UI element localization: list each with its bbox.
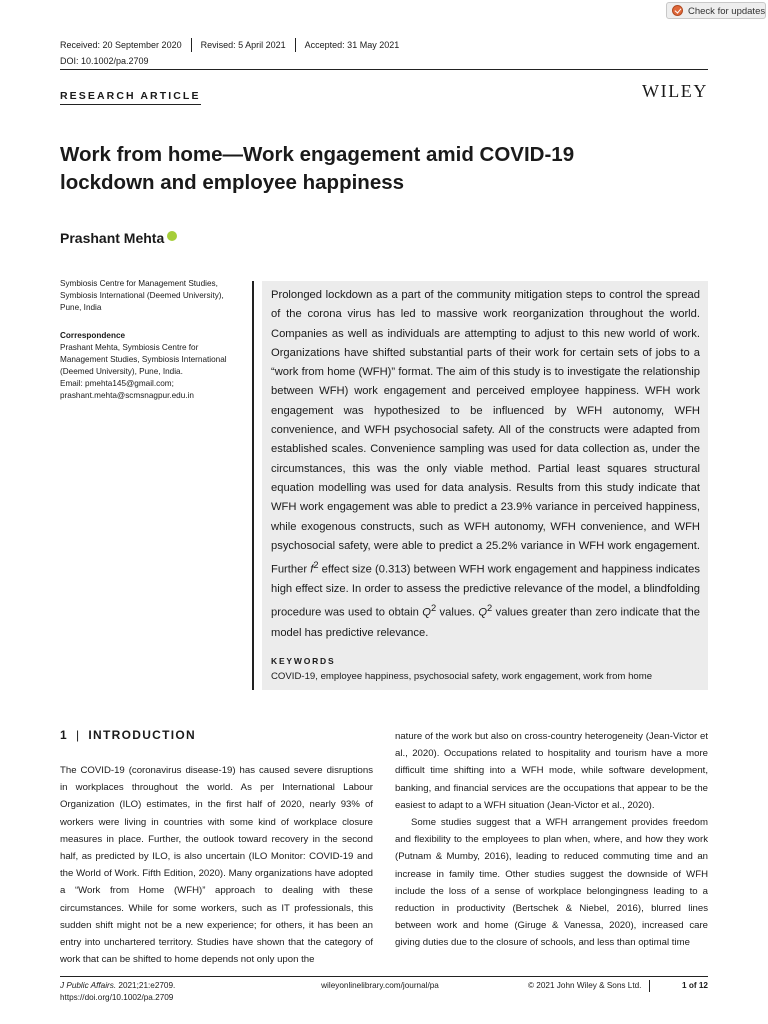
footer-rule [60,976,708,977]
abstract-part-4: values greater than zero indicate that the model has predictive relevance. [271,607,700,639]
section-title: INTRODUCTION [88,728,196,742]
q-symbol: Q [422,607,431,620]
q-exponent-2: 2 [487,603,493,614]
section-number: 1 [60,728,68,742]
received-date: Received: 20 September 2020 [60,40,182,50]
journal-name: J Public Affairs. [60,981,117,990]
affiliation: Symbiosis Centre for Management Studies, Symbiosis International (Deemed University), Pune, India [60,279,224,312]
abstract-divider [252,281,254,690]
correspondence-email: Email: pmehta145@gmail.com; prashant.mehta@scmsnagpur.edu.in [60,379,194,400]
correspondence-address: Prashant Mehta, Symbiosis Centre for Management Studies, Symbiosis International (Deemed University), Pune, India. [60,343,227,376]
orcid-icon[interactable] [167,231,177,241]
publisher-logo: WILEY [642,81,708,101]
f-exponent: 2 [313,560,319,571]
abstract-text [271,286,700,643]
f-symbol: f [310,563,314,576]
article-dates [60,38,408,52]
check-for-updates-label: Check for updates [688,6,766,17]
check-for-updates-button[interactable] [666,2,766,19]
journal-citation: 2021;21:e2709. [116,981,176,990]
article-type-label: RESEARCH ARTICLE [60,89,201,105]
revised-date: Revised: 5 April 2021 [191,38,295,52]
abstract-part-1: Prolonged lockdown as a part of the community mitigation steps to control the spread of the corona virus has led to massive work reorganization throughout the world. Companies as well as individuals are attempting to adjust to this new world of work. Organizations have shifted substantial parts of their work for certain sets of jobs to a “work from home (WFH)” format. The aim of this study is to investigate the relationship between WFH) work engagement and perceived employee happiness. WFH work engagement was hypothesized to be influenced by WFH autonomy, WFH convenience, and WFH psychosocial safety. All of the constructs were adapted from established scales. Convenience sampling was used for data collection as, under the circumstances, this was the only viable method. Partial least squares structural equation modelling was used for data analysis. Results from this study indicate that WFH work engagement was able to predict a 23.9% variance in perceived happiness, while exogenous constructs, such as WFH autonomy, WFH convenience, and WFH psychosocial safety, were able to predict a 25.2% variance in WFH work engagement. Further [271,289,700,576]
page-number: 1 of 12 [682,981,708,990]
body-column-left [60,762,373,968]
article-title [60,141,680,197]
body-paragraph: The COVID-19 (coronavirus disease-19) has caused severe disruptions in workplaces throughout the world. As per International Labour Organization (ILO) estimates, in the first half of 2020, nearly 93% of workers were living in countries with some kind of workplace closure measures in place. Further, the outlook toward recovery in the second half, as predicted by ILO, is also uncertain (ILO Monitor: COVID-19 and the World of Work. Fifth Edition, 2020). Many organizations have adopted a “Work from Home (WFH)” approach to dealing with these circumstances. While for some workers, such as IT professionals, this sudden shift might not be a new experience; for others, it has been an entry into unchartered territory. Studies have shown that the category of work that can be shifted to home depends not only upon the [60,765,373,966]
doi-line: DOI: 10.1002/pa.2709 [60,56,149,66]
correspondence-label: Correspondence [60,331,126,340]
header-rule [60,69,708,70]
keywords-list: COVID-19, employee happiness, psychosocial safety, work engagement, work from home [271,671,653,682]
accepted-date: Accepted: 31 May 2021 [295,38,409,52]
footer-doi-link[interactable]: https://doi.org/10.1002/pa.2709 [60,993,174,1002]
section-heading [60,727,196,744]
q-exponent: 2 [430,603,437,614]
check-updates-icon [672,5,683,16]
body-paragraph: nature of the work but also on cross-country heterogeneity (Jean-Victor et al., 2020). Occupations related to hospitality and tourism have a more difficult time shifting into a WFH mode, while software development, banking, and financial services are the occupations that appear to be the easiest to adapt to a WFH situation (Jean-Victor et al., 2020). [395,731,708,811]
keywords-label: KEYWORDS [271,656,336,666]
body-column-right [395,728,708,952]
footer-copyright: © 2021 John Wiley & Sons Ltd. [528,980,650,992]
author-line [60,229,177,247]
abstract-part-3: values. [436,607,479,620]
article-title-line-2: lockdown and employee happiness [60,171,405,194]
footer-citation [60,980,175,992]
q-symbol-2: Q [478,607,488,620]
section-separator: | [75,728,81,742]
correspondence-block [60,342,245,402]
body-paragraph: Some studies suggest that a WFH arrangement provides freedom and flexibility to the employees to plan when, where, and how they work (Putnam & Mumby, 2016), leading to reduced commuting time and an increase in family time. Other studies suggest the downside of WFH include the loss of a sense of workplace belongingness leading to a reduction in productivity (Bertschek & Niebel, 2016), blurred lines between work and home (Giruge & Vanessa, 2020), increased care giving duties due to the closure of schools, and less than optimal time [395,817,708,949]
abstract-part-2: effect size (0.313) between WFH work engagement and happiness indicates high effect size. In order to assess the predictive relevance of the model, a blindfolding procedure was used to obtain [271,563,700,620]
footer-website-link[interactable]: wileyonlinelibrary.com/journal/pa [321,981,439,990]
article-title-line-1: Work from home—Work engagement amid COVID-19 [60,143,575,166]
author-name: Prashant Mehta [60,230,165,246]
